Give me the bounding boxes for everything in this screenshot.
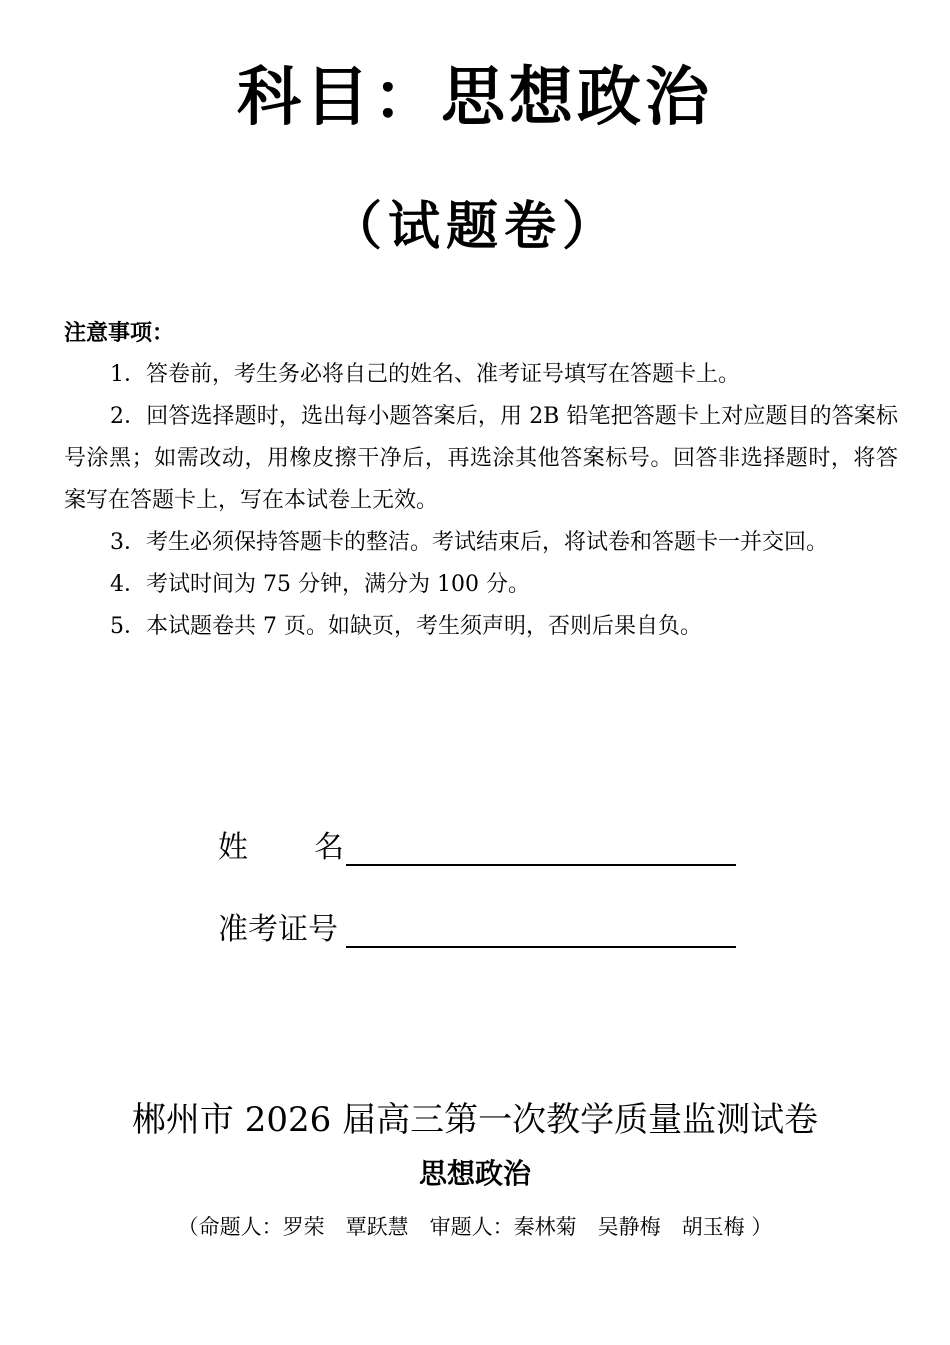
authors-credits: （命题人：罗荣 覃跃慧 审题人：秦林菊 吴静梅 胡玉梅 ） [177,1215,773,1239]
notice-item-5: 5．本试题卷共 7 页。如缺页，考生须声明，否则后果自负。 [110,614,702,639]
exam-id-row [218,902,758,952]
paper-type-label: （试题卷） [329,196,620,257]
notice-section [64,314,898,648]
name-label: 姓名 [218,830,410,865]
exam-name: 郴州市 2026 届高三第一次教学质量监测试卷 [131,1100,819,1140]
name-field-line[interactable] [346,864,736,866]
notice-item-2: 2．回答选择题时，选出每小题答案后，用 2B 铅笔把答题卡上对应题目的答案标号涂黑；如需改动，用橡皮擦干净后，再选涂其他答案标号。回答非选择题时，将答案写在答题卡上，写在本试卷上无效。 [64,404,898,513]
notice-item-4: 4．考试时间为 75 分钟，满分为 100 分。 [110,572,530,597]
notice-heading: 注意事项： [64,321,175,346]
exam-subject: 思想政治 [418,1157,531,1190]
notice-item-3: 3．考生必须保持答题卡的整洁。考试结束后，将试卷和答题卡一并交回。 [110,530,828,555]
exam-id-field-line[interactable] [346,946,736,948]
candidate-info-form [218,820,758,984]
subject-title: 科目：思想政治 [237,61,713,135]
name-row [218,820,758,870]
exam-id-label: 准考证号 [218,912,338,947]
notice-item-1: 1．答卷前，考生务必将自己的姓名、准考证号填写在答题卡上。 [110,362,740,387]
